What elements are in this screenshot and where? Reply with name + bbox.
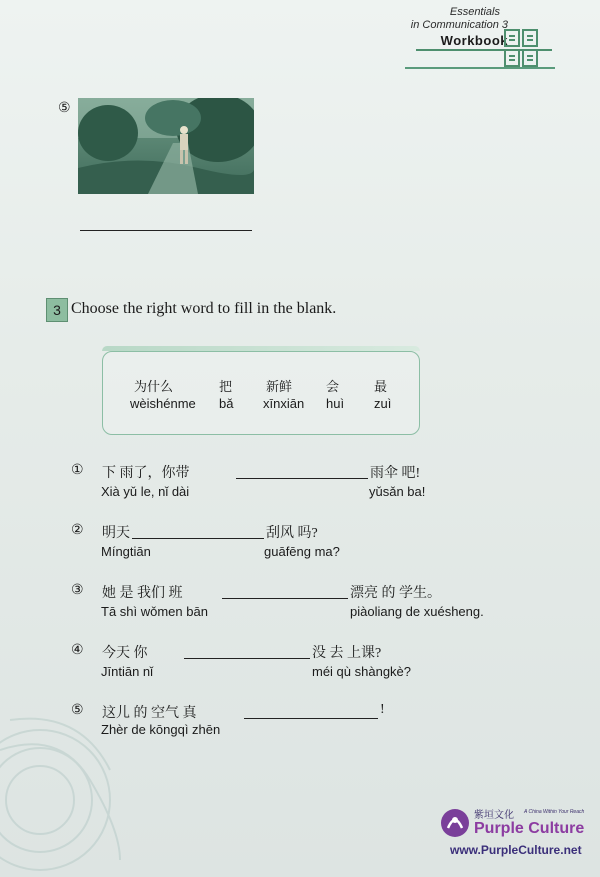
question-hanzi-start: 明天	[102, 526, 130, 541]
question-pinyin-end: méi qù shàngkè?	[312, 664, 412, 679]
question-blank[interactable]	[132, 538, 264, 539]
purple-culture-logo-icon	[440, 808, 470, 838]
watermark-chinese-name: 紫垣文化	[474, 810, 514, 821]
word-bank-pinyin: huì	[326, 396, 345, 411]
word-bank-hanzi: 最	[374, 379, 388, 394]
question-pinyin-end: yǔsǎn ba!	[369, 484, 426, 499]
question-blank[interactable]	[222, 598, 348, 599]
question-blank[interactable]	[244, 718, 378, 719]
word-bank-pinyin: xīnxiān	[263, 396, 305, 411]
workbook-label: Workbook	[440, 33, 508, 48]
watermark-url: www.PurpleCulture.net	[450, 843, 582, 857]
section-instruction: Choose the right word to fill in the blank.	[71, 300, 337, 317]
question-pinyin-start: Jīntiān nǐ	[101, 664, 154, 679]
question-hanzi-end: 漂亮 的 学生。	[350, 586, 441, 601]
question-hanzi-start: 这儿 的 空气 真	[102, 706, 197, 721]
question-hanzi-start: 她 是 我们 班	[102, 586, 183, 601]
question-pinyin-start: Tā shì wǒmen bān	[101, 604, 208, 619]
section-number-badge: 3	[46, 298, 68, 322]
question-pinyin-start: Xià yǔ le, nǐ dài	[101, 484, 190, 499]
question-number: ⑤	[71, 703, 84, 718]
series-title-line1: Essentials	[449, 6, 500, 18]
word-bank-pinyin: bǎ	[219, 396, 234, 411]
word-bank-hanzi: 把	[219, 379, 233, 394]
word-bank-hanzi: 为什么	[134, 379, 174, 394]
word-bank-hanzi: 会	[326, 379, 340, 394]
question-number: ④	[71, 643, 84, 658]
word-bank-pinyin: wèishénme	[130, 396, 196, 411]
question-number: ②	[71, 523, 84, 538]
question-hanzi-start: 今天 你	[102, 646, 148, 661]
question-pinyin-end: piàoliang de xuésheng.	[350, 604, 484, 619]
question-hanzi-end: !	[380, 702, 385, 717]
watermark-brand: Purple Culture	[474, 820, 585, 837]
question-number: ①	[71, 463, 84, 478]
picture-item-number: ⑤	[58, 101, 71, 116]
photo-girl-walking-in-park	[78, 98, 254, 194]
question-hanzi-start: 下 雨了，你带	[102, 466, 190, 481]
word-bank-pinyin: zuì	[374, 396, 392, 411]
question-blank[interactable]	[236, 478, 368, 479]
question-hanzi-end: 刮风 吗?	[266, 526, 318, 541]
series-logo-icon	[503, 28, 539, 68]
picture-answer-line[interactable]	[80, 230, 252, 231]
question-pinyin-end: guāfēng ma?	[264, 544, 340, 559]
question-blank[interactable]	[184, 658, 310, 659]
question-hanzi-end: 雨伞 吧!	[370, 466, 421, 481]
word-bank-hanzi: 新鲜	[266, 379, 293, 394]
question-hanzi-end: 没 去 上课?	[312, 646, 382, 661]
question-number: ③	[71, 583, 84, 598]
series-title-line2: in Communication 3	[410, 19, 508, 31]
question-pinyin-start: Míngtiān	[101, 544, 151, 559]
watermark-tagline: A China Within Your Reach	[524, 809, 585, 815]
question-pinyin-start: Zhèr de kōngqì zhēn	[101, 722, 221, 737]
